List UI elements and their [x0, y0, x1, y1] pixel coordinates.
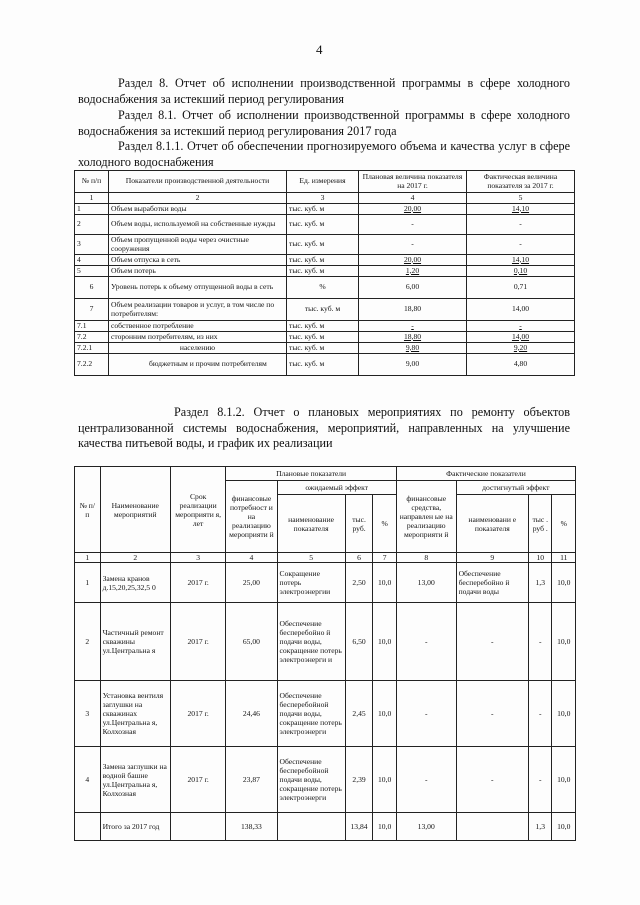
t1-header-indicator: Показатели производственной деятельности: [109, 171, 287, 193]
row-indicator: Объем потерь: [109, 266, 287, 277]
row-num: 4: [75, 747, 101, 813]
row-num: 3: [75, 681, 101, 747]
row-plan: -: [359, 215, 467, 235]
t2-header-rub: тыс. руб.: [345, 495, 373, 553]
t1-index: 4: [359, 193, 467, 204]
row-unit: тыс. куб. м: [287, 215, 359, 235]
table-row: [75, 354, 575, 376]
row-indicator: сторонним потребителям, из них: [109, 332, 287, 343]
t2-index: 9: [456, 553, 528, 563]
row-rub2: -: [529, 681, 552, 747]
row-unit: тыс. куб. м: [287, 343, 359, 354]
row-num: 7.2.2: [75, 354, 109, 376]
row-num: 6: [75, 277, 109, 299]
row-fact: 14,00: [467, 332, 575, 343]
t2-index: 5: [277, 553, 345, 563]
table-row: [75, 204, 575, 215]
row-plan: 6,00: [359, 277, 467, 299]
row-plan: 20,00: [359, 255, 467, 266]
total-pct: 10,0: [373, 813, 396, 841]
row-fin-plan: 24,46: [226, 681, 277, 747]
table-row: [75, 235, 575, 255]
row-num: 2: [75, 603, 101, 681]
t2-index: 6: [345, 553, 373, 563]
t1-index: 3: [287, 193, 359, 204]
row-expected: Сокращение потерь электроэнергии: [277, 563, 345, 603]
t2-header-achieved: достигнутый эффект: [456, 481, 575, 495]
row-pct: 10,0: [373, 603, 396, 681]
row-plan: 18,80: [359, 299, 467, 321]
t2-index: 3: [170, 553, 225, 563]
table-row: [75, 681, 576, 747]
row-expected: Обеспечение бесперебойно й подачи воды, сокращение потерь электроэнерги и: [277, 603, 345, 681]
row-term: 2017 г.: [170, 681, 225, 747]
row-plan: 1,20: [359, 266, 467, 277]
section-8-heading: Раздел 8. Отчет об исполнении производственной программы в сфере холодного водоснабжения за истекший период регулирования: [78, 76, 570, 106]
row-achieved: -: [456, 681, 528, 747]
t2-index: 8: [396, 553, 456, 563]
row-unit: тыс. куб. м: [287, 204, 359, 215]
t2-header-term: Срок реализации мероприяти я, лет: [170, 467, 225, 553]
row-pct: 10,0: [373, 747, 396, 813]
row-fin-plan: 65,00: [226, 603, 277, 681]
t2-header-expected: ожидаемый эффект: [277, 481, 396, 495]
section-8-1-1-heading: Раздел 8.1.1. Отчет об обеспечении прогнозируемого объема и качества услуг в сфере холодного водоснабжения: [78, 139, 570, 169]
row-expected: Обеспечение бесперебойной подачи воды, сокращение потерь электроэнерги: [277, 747, 345, 813]
t2-index: 1: [75, 553, 101, 563]
row-plan: 20,00: [359, 204, 467, 215]
row-measure: Частичный ремонт скважины ул.Центральна я: [100, 603, 170, 681]
row-plan: 9,80: [359, 343, 467, 354]
row-fin-fact: -: [396, 603, 456, 681]
row-fin-fact: -: [396, 681, 456, 747]
t2-index: 11: [552, 553, 576, 563]
row-num: 2: [75, 215, 109, 235]
row-num: 5: [75, 266, 109, 277]
row-term: 2017 г.: [170, 563, 225, 603]
t1-header-plan: Плановая величина показателя на 2017 г.: [359, 171, 467, 193]
row-indicator: населению: [109, 343, 287, 354]
row-fact: 14,10: [467, 255, 575, 266]
section-8-1-2-heading: Раздел 8.1.2. Отчет о плановых мероприятиях по ремонту объектов централизованной системы водоснабжения, мероприятий, направленных на улучшение качества питьевой воды, и график их реализации: [78, 405, 570, 450]
total-rub: 13,84: [345, 813, 373, 841]
row-fin-fact: 13,00: [396, 563, 456, 603]
table1-index-row: [75, 193, 575, 204]
row-plan: -: [359, 235, 467, 255]
t2-index: 4: [226, 553, 277, 563]
row-achieved: Обеспечение бесперебойно й подачи воды: [456, 563, 528, 603]
row-fact: 14,10: [467, 204, 575, 215]
t2-header-pct2: %: [552, 495, 576, 553]
row-fin-plan: 25,00: [226, 563, 277, 603]
row-unit: тыс. куб. м: [287, 235, 359, 255]
table-row: [75, 266, 575, 277]
row-num: 7: [75, 299, 109, 321]
page-number: 4: [316, 42, 323, 57]
table-row: [75, 332, 575, 343]
table1-header-row: [75, 171, 575, 193]
row-term: 2017 г.: [170, 747, 225, 813]
row-fact: 9,20: [467, 343, 575, 354]
row-num: 3: [75, 235, 109, 255]
row-unit: тыс. куб. м: [287, 255, 359, 266]
t2-header-fact: Фактические показатели: [396, 467, 575, 481]
row-pct2: 10,0: [552, 603, 576, 681]
t2-index-row: [75, 553, 576, 563]
table-row: [75, 255, 575, 266]
row-rub2: 1,3: [529, 563, 552, 603]
table-row: [75, 277, 575, 299]
table-row: [75, 343, 575, 354]
t2-header-name: Наименование мероприятий: [100, 467, 170, 553]
t2-index: 10: [529, 553, 552, 563]
row-rub: 6,50: [345, 603, 373, 681]
table-row: [75, 747, 576, 813]
row-measure: Установка вентиля заглушки на скважинах ул.Центральна я, Колхозная: [100, 681, 170, 747]
row-num: 7.1: [75, 321, 109, 332]
quality-volume-table: [74, 170, 575, 376]
row-rub: 2,39: [345, 747, 373, 813]
row-num: 7.2.1: [75, 343, 109, 354]
row-indicator: Объем отпуска в сеть: [109, 255, 287, 266]
t1-header-num: № п/п: [75, 171, 109, 193]
t2-header-fin-fact: финансовые средства, направлен ые на реализацию мероприяти й: [396, 481, 456, 553]
table-row: [75, 215, 575, 235]
row-fact: 14,00: [467, 299, 575, 321]
row-fin-plan: 23,87: [226, 747, 277, 813]
total-fin-fact: 13,00: [396, 813, 456, 841]
total-row: [75, 813, 576, 841]
t1-header-unit: Ед. измерения: [287, 171, 359, 193]
row-fact: -: [467, 321, 575, 332]
row-rub: 2,50: [345, 563, 373, 603]
row-plan: 9,00: [359, 354, 467, 376]
t2-header-pct: %: [373, 495, 396, 553]
row-pct2: 10,0: [552, 747, 576, 813]
table-row: [75, 563, 576, 603]
row-num: 7.2: [75, 332, 109, 343]
total-label: Итого за 2017 год: [100, 813, 170, 841]
row-unit: тыс. куб. м: [287, 266, 359, 277]
t2-header-fin-plan: финансовые потребност и на реализацию мероприяти й: [226, 481, 277, 553]
row-unit: тыс. куб. м: [287, 299, 359, 321]
row-fin-fact: -: [396, 747, 456, 813]
t2-index: 2: [100, 553, 170, 563]
row-indicator: бюджетным и прочим потребителям: [109, 354, 287, 376]
row-unit: тыс. куб. м: [287, 321, 359, 332]
t2-header-indicator2: наименовани е показателя: [456, 495, 528, 553]
t2-header-num: № п/ п: [75, 467, 101, 553]
t1-index: 2: [109, 193, 287, 204]
section-8-1-heading: Раздел 8.1. Отчет об исполнении производственной программы в сфере холодного водоснабжения за истекший период регулирования 2017 года: [78, 108, 570, 138]
total-rub2: 1,3: [529, 813, 552, 841]
row-indicator: Объем выработки воды: [109, 204, 287, 215]
row-num: 1: [75, 204, 109, 215]
row-indicator: Уровень потерь к объему отпущенной воды в сеть: [109, 277, 287, 299]
row-measure: Замена заглушки на водной башне ул.Центральна я, Колхозная: [100, 747, 170, 813]
table-row: [75, 299, 575, 321]
t1-index: 1: [75, 193, 109, 204]
row-rub2: -: [529, 603, 552, 681]
row-term: 2017 г.: [170, 603, 225, 681]
row-num: 4: [75, 255, 109, 266]
t2-index: 7: [373, 553, 396, 563]
row-fact: 0,10: [467, 266, 575, 277]
row-indicator: Объем пропущенной воды через очистные сооружения: [109, 235, 287, 255]
row-pct2: 10,0: [552, 681, 576, 747]
row-rub2: -: [529, 747, 552, 813]
row-indicator: Объем реализации товаров и услуг, в том числе по потребителям:: [109, 299, 287, 321]
t1-index: 5: [467, 193, 575, 204]
row-indicator: собственное потребление: [109, 321, 287, 332]
t1-header-fact: Фактическая величина показателя за 2017 г.: [467, 171, 575, 193]
row-unit: %: [287, 277, 359, 299]
row-plan: -: [359, 321, 467, 332]
table-row: [75, 321, 575, 332]
total-pct2: 10,0: [552, 813, 576, 841]
t2-header-plan: Плановые показатели: [226, 467, 397, 481]
row-achieved: -: [456, 603, 528, 681]
row-fact: -: [467, 215, 575, 235]
row-measure: Замена кранов д.15,20,25,32,5 0: [100, 563, 170, 603]
row-achieved: -: [456, 747, 528, 813]
row-unit: тыс. куб. м: [287, 354, 359, 376]
table-row: [75, 603, 576, 681]
row-pct: 10,0: [373, 681, 396, 747]
row-unit: тыс. куб. м: [287, 332, 359, 343]
row-plan: 18,80: [359, 332, 467, 343]
row-fact: -: [467, 235, 575, 255]
row-indicator: Объем воды, используемой на собственные нужды: [109, 215, 287, 235]
t2-header-rub2: тыс . руб .: [529, 495, 552, 553]
row-num: 1: [75, 563, 101, 603]
row-pct: 10,0: [373, 563, 396, 603]
row-fact: 0,71: [467, 277, 575, 299]
row-expected: Обеспечение бесперебойной подачи воды, сокращение потерь электроэнерги: [277, 681, 345, 747]
total-fin-plan: 138,33: [226, 813, 277, 841]
row-rub: 2,45: [345, 681, 373, 747]
t2-header-indicator: наименование показателя: [277, 495, 345, 553]
row-pct2: 10,0: [552, 563, 576, 603]
measures-table: [74, 466, 576, 841]
row-fact: 4,80: [467, 354, 575, 376]
